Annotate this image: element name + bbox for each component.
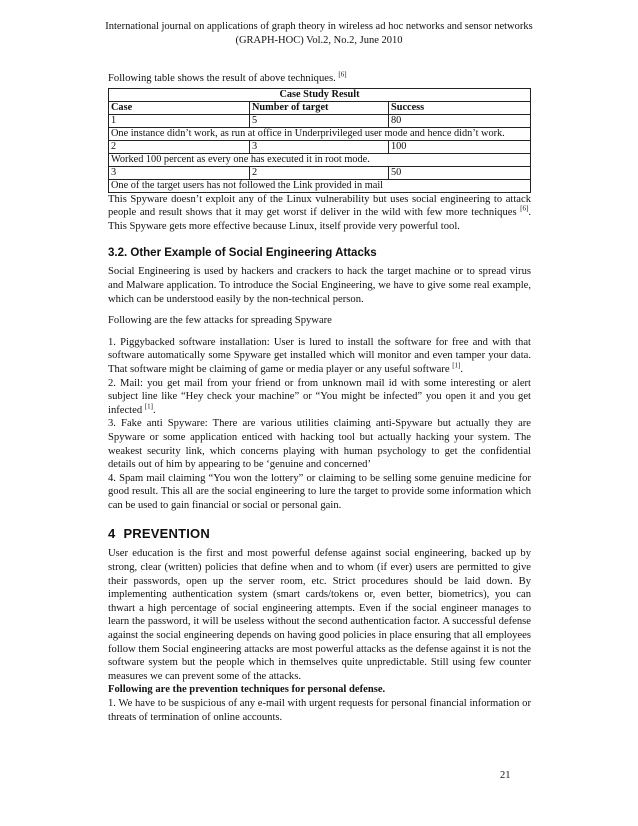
table-row (109, 140, 531, 153)
cell-note: One instance didn’t work, as run at office in Underprivileged user mode and hence didn’t work. (109, 127, 531, 140)
citation: [1] (144, 402, 153, 411)
body-content (108, 72, 531, 724)
list-item: 4. Spam mail claiming “You won the lottery” or claiming to be selling some genuine medicine for good result. This all are the social engineering to lure the target to provide some information which can be used to gain financial or social or personal gain. (108, 472, 531, 511)
section-number: 4 (108, 526, 116, 542)
table-title: Case Study Result (109, 88, 531, 101)
section-heading-4 (108, 526, 531, 541)
case-study-table (108, 88, 531, 193)
list-item: 2. Mail: you get mail from your friend or from unknown mail id with some interesting or alert subject line like “Hey check your machine” or “You might be infected” you open it and you get infected [1]. (108, 377, 531, 416)
cell-targets: 3 (250, 140, 389, 153)
running-header (60, 20, 578, 48)
cell-case: 1 (109, 114, 250, 127)
cell-success: 50 (389, 166, 531, 179)
table-header-row (109, 101, 531, 114)
citation: [6] (520, 204, 529, 213)
citation: [1] (452, 361, 461, 370)
table-intro: Following table shows the result of above techniques. [6] (108, 70, 347, 84)
list-item: 1. We have to be suspicious of any e-mail with urgent requests for personal financial information or threats of termination of online accounts. (108, 698, 531, 723)
cell-targets: 5 (250, 114, 389, 127)
table-note-row (109, 179, 531, 192)
list-item: 1. Piggybacked software installation: User is lured to install the software for free and with that software automatically some Spyware get installed which will monitor and even tamper your data. That software might be claiming of game or media player or any useful software [1]. (108, 336, 531, 375)
section-heading-3-2: 3.2. Other Example of Social Engineering Attacks (108, 247, 377, 260)
page-number: 21 (500, 770, 511, 781)
cell-success: 80 (389, 114, 531, 127)
citation: [6] (338, 70, 347, 79)
paragraph: Social Engineering is used by hackers and crackers to hack the target machine or to spread virus and Malware application. To introduce the Social Engineering, we have to give some real example, which can be understood easily by the non-technical person. (108, 266, 531, 305)
cell-success: 100 (389, 140, 531, 153)
cell-note: Worked 100 percent as every one has executed it in root mode. (109, 153, 531, 166)
bold-subheading: Following are the prevention techniques for personal defense. (108, 684, 386, 696)
cell-case: 3 (109, 166, 250, 179)
section-title: PREVENTION (123, 526, 210, 542)
table-row (109, 166, 531, 179)
column-header-success: Success (389, 101, 531, 114)
column-header-case: Case (109, 101, 250, 114)
list-item: 3. Fake anti Spyware: There are various utilities claiming anti-Spyware but actually they are Spyware or some application enticed with hacking tool but actually hacking your system. The weakest security link, which concerns playing with human psychology to get the confidential details out of him by appearing to be ‘genuine and concerned’ (108, 418, 531, 471)
paragraph-after-table: This Spyware doesn’t exploit any of the Linux vulnerability but uses social engineering to attack people and result shows that it may get worst if deliver in the wild with few more techniques [6]. This Spyware gets more effective because Linux, itself provide very powerful tool. (108, 193, 531, 232)
cell-targets: 2 (250, 166, 389, 179)
cell-note: One of the target users has not followed the Link provided in mail (109, 179, 531, 192)
paragraph: User education is the first and most powerful defense against social engineering, backed up by strong, clear (written) policies that define when and to whom (if ever) users are permitted to give their passwords, open up the server room, etc. Strict procedures should be laid down. By implementing authentication system (smart cards/tokens or, even better, biometrics), you can thwart a high percentage of social engineering attempts. Even if the social engineer manages to learn the password, it will be useless without the second authentication factor. A successful defense against the social engineering depends on having good policies in place ensuring that all employees follow them Social engineering attacks are most powerful attacks as the defense against it is not the software system but the people which in themselves quite unpredictable. Still using few counter measures we can prevent some of the attacks. (108, 548, 531, 682)
header-volume-info: (GRAPH-HOC) Vol.2, No.2, June 2010 (235, 35, 403, 46)
cell-case: 2 (109, 140, 250, 153)
table-title-row (109, 88, 531, 101)
column-header-targets: Number of target (250, 101, 389, 114)
header-journal-title: International journal on applications of graph theory in wireless ad hoc networks and sensor networks (105, 21, 533, 32)
table-row (109, 114, 531, 127)
table-note-row (109, 127, 531, 140)
table-note-row (109, 153, 531, 166)
paragraph: Following are the few attacks for spreading Spyware (108, 315, 332, 327)
